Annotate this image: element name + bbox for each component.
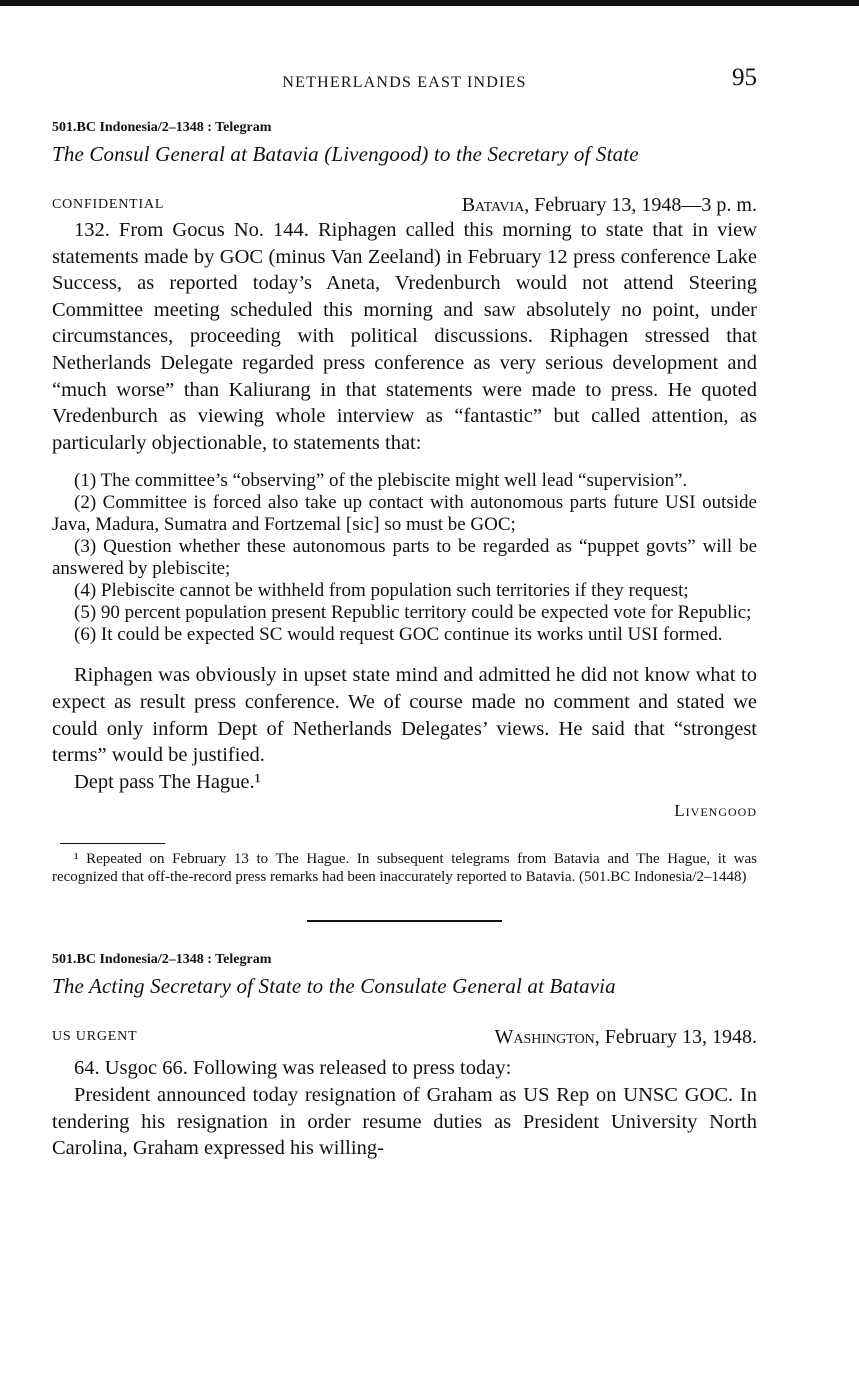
doc1-paragraph-1: 132. From Gocus No. 144. Riphagen called this morning to state that in view statements made by GOC (minus Van Zeeland) in February 12 press conference Lake Success, as reported today’s Aneta, Vredenburch would not attend Steering Committee meeting scheduled this morning and saw absolutely no point, under circumstances, proceeding with political discussions. Riphagen stressed that Netherlands Delegate regarded press conference as very serious development and “much worse” than Kaliurang in that statements were made to press. He quoted Vredenburch as viewing whole interview as “fantastic” but called attention, as particularly objectionable, to statements that: [52,219,757,454]
doc1-title: The Consul General at Batavia (Livengood) to the Secretary of State [52,142,639,166]
doc1-statement-list [52,470,757,646]
list-item: (5) 90 percent population present Republic territory could be expected vote for Republic; [74,602,752,624]
doc2-dateline [495,1026,758,1049]
doc1-paragraph-2: Riphagen was obviously in upset state mind and admitted he did not know what to expect as result press conference. We of course made no comment and stated we could only inform Dept of Netherlands Delegates’ views. He said that “strongest terms” would be justified. [52,664,757,767]
doc2-classification: US URGENT [52,1029,138,1045]
doc1-dateline-place: Batavia [461,194,525,216]
document-page [52,62,757,1162]
running-title: NETHERLANDS EAST INDIES [282,74,527,91]
document-separator [307,920,502,922]
scan-edge-bar [0,0,859,6]
list-item: (4) Plebiscite cannot be withheld from population such territories if they request; [74,580,689,602]
doc2-title: The Acting Secretary of State to the Consulate General at Batavia [52,974,616,999]
doc1-header-row [52,187,757,217]
doc1-classification: CONFIDENTIAL [52,197,165,212]
running-head [52,62,757,96]
list-item: (1) The committee’s “observing” of the plebiscite might well lead “supervision”. [74,470,688,492]
doc2-dateline-place: Washington [494,1026,595,1049]
footnote: ¹ Repeated on February 13 to The Hague. In subsequent telegrams from Batavia and The Hague, it was recognized that off-the-record press remarks had been inaccurately reported to Batavia. (501.BC Indonesia/2–1448) [52,851,757,885]
footnote-rule [60,843,165,844]
list-item: (3) Question whether these autonomous parts to be regarded as “puppet govts” will be answered by plebiscite; [52,536,757,580]
doc2-file-reference: 501.BC Indonesia/2–1348 : Telegram [52,952,272,968]
doc1-dateline-date: , February 13, 1948—3 p. m. [524,194,757,216]
doc1-paragraph-3: Dept pass The Hague.¹ [74,770,261,793]
doc2-header-row [52,1019,757,1049]
doc1-file-reference: 501.BC Indonesia/2–1348 : Telegram [52,120,272,135]
doc1-dateline [462,194,757,217]
list-item: (2) Committee is forced also take up contact with autonomous parts future USI outside Java, Madura, Sumatra and Fortzemal [sic] so must be GOC; [52,492,757,536]
doc1-signature: Livengood [674,801,757,821]
list-item: (6) It could be expected SC would request GOC continue its works until USI formed. [74,624,723,646]
doc2-paragraph-1: 64. Usgoc 66. Following was released to press today: [74,1057,512,1080]
doc2-paragraph-2: President announced today resignation of Graham as US Rep on UNSC GOC. In tendering his resignation in order resume duties as President University North Carolina, Graham expressed his willing- [52,1083,757,1160]
doc2-dateline-date: , February 13, 1948. [594,1026,757,1049]
page-number: 95 [732,64,757,91]
